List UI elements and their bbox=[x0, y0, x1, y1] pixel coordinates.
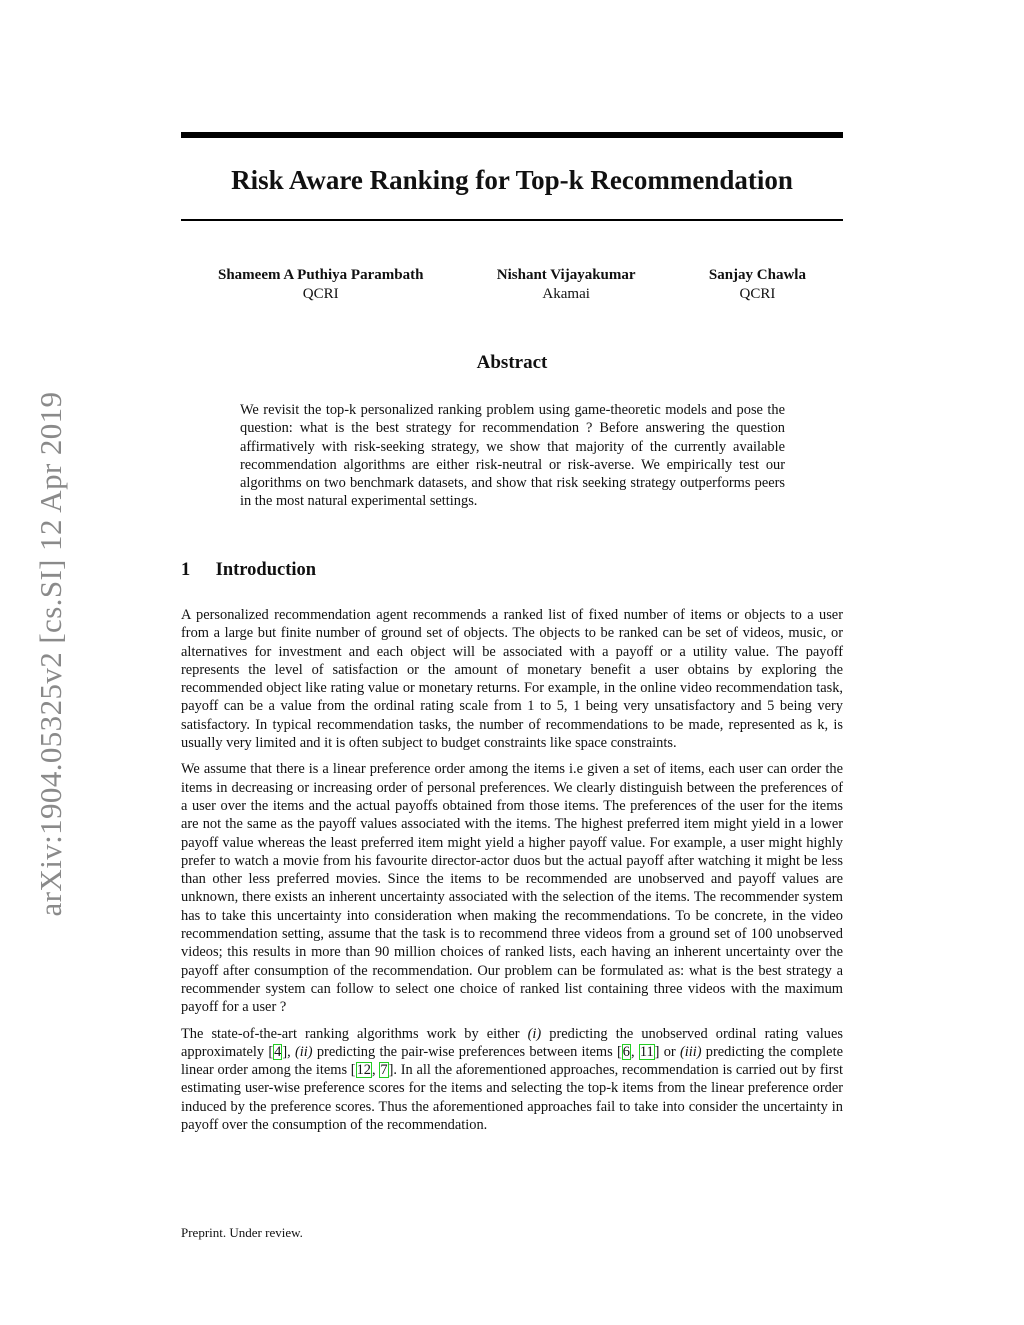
author-3 bbox=[709, 266, 806, 304]
abstract-text: We revisit the top-k personalized ranking problem using game-theoretic models and pose the question: what is the best strategy for recommendation ? Before answering the question affirmatively with risk-seeking strategy, we show that majority of the currently available recommendation algorithms are either risk-neutral or risk-averse. We empirically test our algorithms on two benchmark datasets, and show that risk seeking strategy outperforms peers in the most natural experimental settings. bbox=[240, 402, 785, 510]
enum-marker: (iii) bbox=[679, 1043, 702, 1060]
paragraph-1: A personalized recommendation agent recommends a ranked list of fixed number of items or objects to a user from a large but finite number of ground set of objects. The objects to be ranked can be set of videos, music, or alternatives for investment and each object will be associated with a payoff or a utility value. The payoff represents the level of satisfaction or the amount of monetary benefit a user obtains by exploring the recommended object like rating value or monetary returns. For example, in the online video recommendation task, payoff can be a value from the ordinal rating scale from 1 to 5, 1 being very unsatisfactory and 5 being very satisfactory. In typical recommendation tasks, the number of recommendations to be made, represented as k, is usually very limited and it is often subject to budget constraints like space constraints. bbox=[181, 607, 843, 752]
arxiv-sidebar-stamp bbox=[28, 368, 74, 940]
citation-link[interactable]: 4 bbox=[274, 1043, 282, 1060]
enum-marker: (ii) bbox=[295, 1043, 313, 1060]
text-run: ], bbox=[282, 1043, 291, 1060]
text-run: predicting the unobserved ordinal rating values approximately [ bbox=[181, 1025, 843, 1060]
citation-link[interactable]: 7 bbox=[380, 1062, 388, 1079]
author-list bbox=[181, 266, 843, 304]
text-run: ] or bbox=[654, 1043, 676, 1060]
author-name: Sanjay Chawla bbox=[708, 267, 806, 283]
citation-link[interactable]: 12 bbox=[356, 1062, 371, 1079]
section-title: Introduction bbox=[215, 560, 317, 580]
section-number: 1 bbox=[181, 560, 191, 580]
text-run: predicting the complete linear order among the items [ bbox=[181, 1043, 843, 1079]
paragraph-2: We assume that there is a linear preference order among the items i.e given a set of items, each user can order the items in decreasing or increasing order of personal preferences. We clearly distinguish between the preferences of a user over the items and the actual payoffs obtained from those items. The preferences of the user for the items are not the same as the payoff values associated with the items. The highest preferred item might yield in a lower payoff value whereas the least preferred item might yield a higher payoff value. For example, a user might highly prefer to watch a movie from his favourite director-actor duos but the actual payoff after watching it might be less than other less preferred movies. Since the items to be recommended are unobserved and payoff values are unknown, there exists an inherent uncertainty associated with the selection of the items. The recommender system has to take this uncertainty into consideration when making the recommendations. To be concrete, in the video recommendation setting, assume that the task is to recommend three videos from a ground set of 100 unobserved videos; this results in more than 90 million choices of ranked lists, each having an inherent uncertainty over the payoff after consumption of the recommendation. Our problem can be formulated as: what is the best strategy a recommender system can follow to select one choice of ranked list containing three videos with the maximum payoff for a user ? bbox=[181, 761, 843, 1016]
author-name: Nishant Vijayakumar bbox=[496, 267, 636, 283]
author-affiliation: Akamai bbox=[542, 286, 590, 302]
author-affiliation: QCRI bbox=[739, 286, 776, 302]
paragraph-3 bbox=[181, 1025, 843, 1135]
text-run: , bbox=[372, 1062, 380, 1079]
author-affiliation: QCRI bbox=[302, 286, 339, 302]
title-top-rule bbox=[181, 132, 843, 138]
section-heading bbox=[181, 557, 843, 583]
text-run: The state-of-the-art ranking algorithms work by either bbox=[181, 1025, 520, 1042]
text-run: predicting the pair-wise preferences between items [ bbox=[316, 1043, 622, 1060]
enum-marker: (i) bbox=[527, 1025, 542, 1042]
author-2 bbox=[497, 266, 636, 304]
arxiv-identifier: arXiv:1904.05325v2 [cs.SI] 12 Apr 2019 bbox=[33, 391, 68, 917]
author-name: Shameem A Puthiya Parambath bbox=[218, 267, 424, 283]
preprint-footer: Preprint. Under review. bbox=[181, 1225, 303, 1240]
text-run: , bbox=[630, 1043, 639, 1060]
citation-link[interactable]: 6 bbox=[622, 1043, 630, 1060]
introduction-body bbox=[181, 606, 843, 1142]
author-1 bbox=[218, 266, 423, 304]
title-bottom-rule bbox=[181, 219, 843, 221]
text-run: ]. In all the aforementioned approaches, recommendation is carried out by first estimating user-wise preference scores for the items and selecting the top-k items from the linear preference order induced by the preference scores. Thus the aforementioned approaches fail to take into consider the uncertainty in payoff over the consumption of the recommendation. bbox=[181, 1062, 843, 1134]
citation-link[interactable]: 11 bbox=[639, 1043, 654, 1060]
paper-title: Risk Aware Ranking for Top-k Recommendation bbox=[231, 165, 793, 195]
abstract-heading: Abstract bbox=[476, 352, 548, 373]
